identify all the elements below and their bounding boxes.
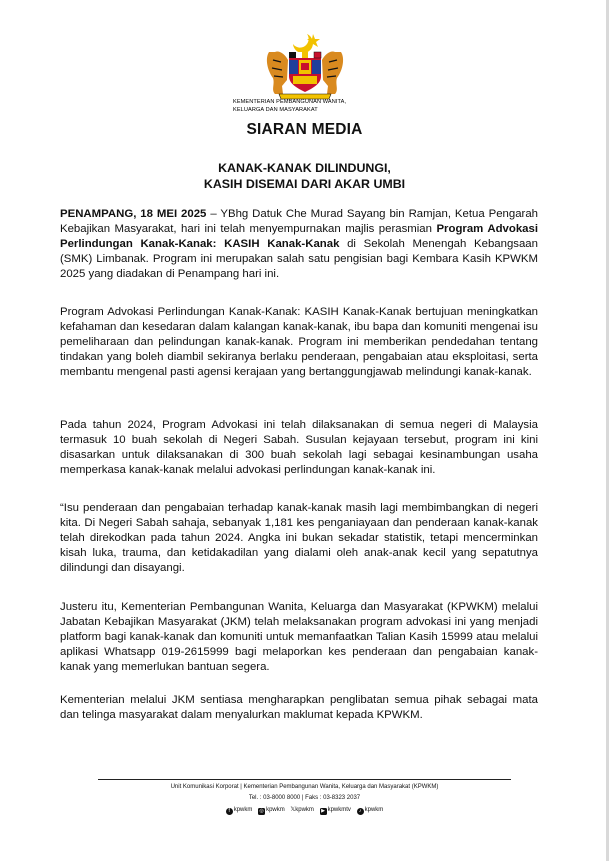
program-name: Program Advokasi Perlindungan Kanak-Kanak: KASIH Kanak-Kanak bbox=[60, 223, 538, 251]
footer-unit-name: Unit Komunikasi Korporat | Kementerian Pembangunan Wanita, Keluarga dan Masyarakat (KPWKM) bbox=[170, 784, 439, 790]
x-handle: kpwkm bbox=[295, 807, 314, 813]
paragraph-6: Kementerian melalui JKM sentiasa mengharapkan penglibatan semua pihak sebagai mata dan telinga masyarakat dalam menyalurkan maklumat kepada KPWKM. bbox=[60, 694, 538, 722]
facebook-icon: f bbox=[226, 808, 233, 815]
malaysia-coat-of-arms-logo bbox=[255, 30, 355, 100]
x-icon: 𝕏 bbox=[290, 807, 296, 813]
paragraph-1-text-b: di Sekolah Menengah Kebangsaan (SMK) Limbanak. Program ini merupakan salah satu pengisian bagi Kembara Kasih KPWKM 2025 yang diadakan di Penampang hari ini. bbox=[60, 238, 538, 281]
youtube-handle: kpwkmtv bbox=[327, 807, 351, 813]
footer-divider bbox=[98, 779, 511, 780]
headline-line-2: KASIH DISEMAI DARI AKAR UMBI bbox=[203, 177, 406, 191]
paragraph-1-text-a: – YBhg Datuk Che Murad Sayang bin Ramjan, Ketua Pengarah Kebajikan Masyarakat, hari ini telah menyempurnakan majlis perasmian bbox=[60, 208, 538, 236]
document-type-title: SIARAN MEDIA bbox=[246, 121, 363, 138]
ministry-name-line-1: KEMENTERIAN PEMBANGUNAN WANITA, bbox=[233, 99, 347, 105]
headline-line-1: KANAK-KANAK DILINDUNGI, bbox=[218, 161, 391, 175]
social-tiktok[interactable] bbox=[357, 805, 384, 815]
paragraph-5: Justeru itu, Kementerian Pembangunan Wanita, Keluarga dan Masyarakat (KPWKM) melalui Jabatan Kebajikan Masyarakat (JKM) telah melaksanakan program advokasi ini yang menjadi platform bagi kanak-kanak dan komuniti untuk memanfaatkan Talian Kasih 15999 atau melalui aplikasi Whatsapp 019-2615999 bagi melaporkan kes penderaan dan pengabaian kanak-kanak yang memerlukan bantuan segera. bbox=[60, 601, 538, 674]
social-instagram[interactable] bbox=[258, 805, 285, 815]
ministry-name bbox=[233, 99, 383, 114]
instagram-handle: kpwkm bbox=[266, 807, 285, 813]
social-media-handles bbox=[0, 805, 609, 815]
paragraph-3: Pada tahun 2024, Program Advokasi ini telah dilaksanakan di semua negeri di Malaysia termasuk 10 buah sekolah di Negeri Sabah. Susulan kejayaan tersebut, program ini kini disasarkan untuk dilaksanakan di 300 buah sekolah lagi sebagai kesinambungan usaha memperkasa kanak-kanak melalui advokasi perlindungan kanak-kanak ini. bbox=[60, 419, 538, 477]
social-facebook[interactable] bbox=[226, 805, 253, 815]
ministry-name-line-2: KELUARGA DAN MASYARAKAT bbox=[233, 106, 318, 113]
footer-contact: Tel. : 03-8000 8000 | Faks : 03-8323 2037 bbox=[248, 795, 361, 801]
tiktok-handle: kpwkm bbox=[364, 807, 384, 813]
facebook-handle: kpwkm bbox=[233, 807, 253, 813]
paragraph-2: Program Advokasi Perlindungan Kanak-Kanak: KASIH Kanak-Kanak bertujuan meningkatkan kefahaman dan kesedaran dalam kalangan kanak-kanak, ibu bapa dan komuniti mengenai isu pemeliharaan dan pelindungan kanak-kanak. Program ini memberikan pendedahan tentang tindakan yang boleh diambil sekiranya berlaku penderaan, pengabaian atau eksploitasi, serta membantu mengenal pasti agensi kerajaan yang bertanggungjawab melindungi kanak-kanak. bbox=[60, 306, 538, 379]
paragraph-1 bbox=[60, 207, 538, 282]
press-headline bbox=[0, 160, 609, 192]
social-x[interactable] bbox=[290, 805, 314, 815]
youtube-icon: ▶ bbox=[321, 808, 326, 814]
social-youtube[interactable] bbox=[320, 805, 351, 815]
dateline: PENAMPANG, 18 MEI 2025 bbox=[60, 208, 207, 220]
paragraph-4-quote: “Isu penderaan dan pengabaian terhadap kanak-kanak masih lagi membimbangkan di negeri kita. Di Negeri Sabah sahaja, sebanyak 1,181 kes penganiayaan dan penderaan kanak-kanak telah direkodkan pada tahun 2024. Angka ini bukan sekadar statistik, tetapi mencerminkan kisah luka, trauma, dan ketidakadilan yang dialami oleh anak-anak kecil yang sepatutnya dilindungi dan disayangi. bbox=[60, 502, 538, 575]
tiktok-icon: ♪ bbox=[357, 808, 364, 815]
instagram-icon: ◎ bbox=[259, 808, 264, 814]
